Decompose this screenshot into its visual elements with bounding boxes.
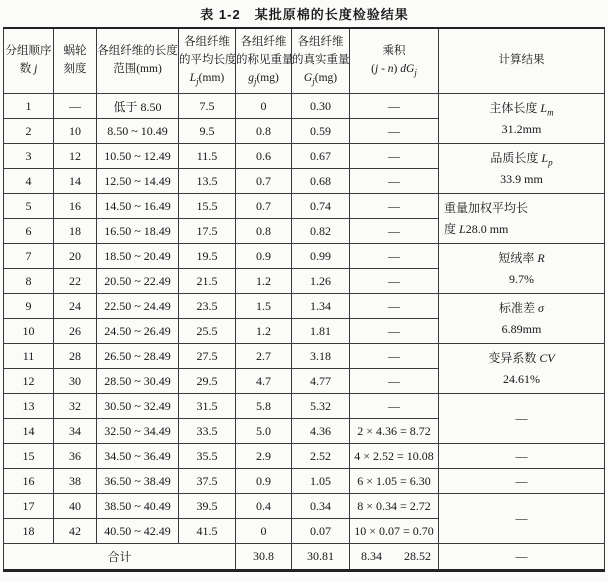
cell-length-range: 40.50 ~ 42.49 — [97, 519, 179, 544]
cell-worm-scale: 38 — [54, 469, 97, 494]
cell-avg-length: 39.5 — [179, 494, 236, 519]
text-run: 9.7% — [509, 271, 534, 286]
text-line — [439, 148, 604, 169]
cell-result — [439, 194, 605, 244]
cell-weighed-weight: 0 — [236, 519, 292, 544]
cell-avg-length: 35.5 — [179, 444, 236, 469]
text-run: 24.61% — [503, 371, 540, 386]
cell-worm-scale: 24 — [54, 294, 97, 319]
cell-true-weight: 0.99 — [292, 244, 350, 269]
cell-weighed-weight: 0 — [236, 94, 292, 119]
text-line — [236, 52, 294, 70]
cell-avg-length: 27.5 — [179, 344, 236, 369]
cell-worm-scale: 32 — [54, 394, 97, 419]
text-run: j — [375, 63, 379, 75]
cell-group-number: 7 — [4, 244, 54, 269]
cell-length-range: 26.50 ~ 28.49 — [97, 344, 179, 369]
text-run: (mg) — [256, 71, 279, 84]
cell-avg-length: 17.5 — [179, 219, 236, 244]
cell-worm-scale: 22 — [54, 269, 97, 294]
cell-worm-scale: 14 — [54, 169, 97, 194]
cell-weighed-weight: 1.2 — [236, 269, 292, 294]
text-line — [350, 61, 438, 79]
cell-product: — — [350, 219, 439, 244]
cell-weighed-weight: 1.5 — [236, 294, 292, 319]
total-true-weight: 30.81 — [292, 544, 350, 571]
header-row — [4, 28, 605, 94]
text-run: ( — [371, 63, 375, 75]
cell-weighed-weight: 0.8 — [236, 119, 292, 144]
cell-weighed-weight: 0.8 — [236, 219, 292, 244]
cell-length-range: 28.50 ~ 30.49 — [97, 369, 179, 394]
cell-product: — — [350, 94, 439, 119]
text-run: 变异系数 — [488, 350, 540, 365]
text-run: — — [515, 473, 528, 488]
text-run: 的平均长度 — [179, 54, 237, 67]
cell-weighed-weight: 5.0 — [236, 419, 292, 444]
cell-worm-scale: — — [54, 94, 97, 119]
cell-length-range: 18.50 ~ 20.49 — [97, 244, 179, 269]
text-run: L — [459, 221, 466, 236]
cell-product: 10 × 0.07 = 0.70 — [350, 519, 439, 544]
col-header-result — [439, 28, 605, 94]
cell-group-number: 15 — [4, 444, 54, 469]
cell-avg-length: 31.5 — [179, 394, 236, 419]
cell-avg-length: 9.5 — [179, 119, 236, 144]
text-run: — — [515, 411, 528, 425]
col-header-avg-length — [179, 28, 236, 94]
text-line — [439, 471, 604, 492]
text-run: j — [34, 63, 38, 75]
text-run: R — [537, 250, 545, 265]
cell-true-weight: 3.18 — [292, 344, 350, 369]
cell-group-number: 5 — [4, 194, 54, 219]
text-run: G — [303, 71, 313, 84]
cell-length-range: 14.50 ~ 16.49 — [97, 194, 179, 219]
cell-product: — — [350, 244, 439, 269]
cell-true-weight: 5.32 — [292, 394, 350, 419]
cell-length-range: 8.50 ~ 10.49 — [97, 119, 179, 144]
cell-group-number: 3 — [4, 144, 54, 169]
cell-length-range: 32.50 ~ 34.49 — [97, 419, 179, 444]
cell-worm-scale: 36 — [54, 444, 97, 469]
cell-avg-length: 7.5 — [179, 94, 236, 119]
text-run: 6.89mm — [501, 321, 542, 336]
text-run: 计算结果 — [498, 54, 545, 67]
cell-group-number: 1 — [4, 94, 54, 119]
cell-result — [439, 444, 605, 469]
text-line — [179, 70, 235, 88]
col-header-true-weight — [292, 28, 350, 94]
col-header-worm-scale — [54, 28, 97, 94]
cell-worm-scale: 18 — [54, 219, 97, 244]
table-row — [4, 494, 605, 519]
total-weighed-weight: 30.8 — [236, 544, 292, 571]
cell-group-number: 16 — [4, 469, 54, 494]
text-run: 各组纤维 — [240, 36, 287, 49]
cell-product: — — [350, 269, 439, 294]
text-run: g — [248, 71, 254, 84]
cell-true-weight: 0.67 — [292, 144, 350, 169]
cell-length-range: 20.50 ~ 22.49 — [97, 269, 179, 294]
cell-result — [439, 494, 605, 544]
cell-worm-scale: 34 — [54, 419, 97, 444]
text-line — [439, 319, 604, 340]
cell-worm-scale: 30 — [54, 369, 97, 394]
cell-true-weight: 0.74 — [292, 194, 350, 219]
text-line — [444, 219, 604, 240]
text-run: 各组纤维 — [184, 36, 230, 49]
text-run: — — [515, 448, 528, 463]
cell-weighed-weight: 2.7 — [236, 344, 292, 369]
cell-result — [439, 344, 605, 394]
text-line — [4, 43, 53, 61]
text-run: 分组顺序 — [5, 45, 52, 58]
cell-worm-scale: 40 — [54, 494, 97, 519]
table-row — [4, 469, 605, 494]
text-line — [292, 34, 349, 52]
cell-group-number: 13 — [4, 394, 54, 419]
text-line — [444, 198, 604, 219]
table-title: 表 1-2 某批原棉的长度检验结果 — [200, 7, 409, 22]
table-row — [4, 244, 605, 269]
cell-product: — — [350, 194, 439, 219]
cell-length-range: 22.50 ~ 24.49 — [97, 294, 179, 319]
cell-avg-length: 29.5 — [179, 369, 236, 394]
col-header-product — [350, 28, 439, 94]
cell-length-range: 38.50 ~ 40.49 — [97, 494, 179, 519]
text-run: L — [189, 71, 197, 84]
text-run: 31.2mm — [501, 121, 542, 136]
cotton-length-test-table — [3, 27, 605, 572]
text-run: 的真实重量 — [292, 54, 350, 67]
cell-avg-length: 33.5 — [179, 419, 236, 444]
cell-weighed-weight: 5.8 — [236, 394, 292, 419]
cell-group-number: 10 — [4, 319, 54, 344]
text-line — [439, 52, 604, 70]
cell-weighed-weight: 0.9 — [236, 244, 292, 269]
cell-true-weight: 1.26 — [292, 269, 350, 294]
cell-product: 4 × 2.52 = 10.08 — [350, 444, 439, 469]
table-header — [4, 28, 605, 94]
text-run: n — [387, 63, 394, 75]
text-line — [292, 52, 349, 70]
col-header-weighed-weight — [236, 28, 292, 94]
text-run: G — [406, 63, 415, 75]
cell-product: — — [350, 344, 439, 369]
cell-weighed-weight: 0.4 — [236, 494, 292, 519]
table-body — [4, 94, 605, 571]
text-run: - — [378, 63, 388, 75]
text-run: (mm) — [198, 71, 225, 84]
cell-true-weight: 0.30 — [292, 94, 350, 119]
cell-weighed-weight: 0.7 — [236, 169, 292, 194]
table-row — [4, 344, 605, 369]
cell-result — [439, 94, 605, 144]
cell-group-number: 17 — [4, 494, 54, 519]
text-run: 品质长度 — [490, 150, 542, 165]
text-line — [179, 52, 235, 70]
text-run: j — [312, 76, 315, 87]
cell-length-range: 30.50 ~ 32.49 — [97, 394, 179, 419]
text-run: 8.34 — [361, 549, 382, 563]
cell-result — [439, 394, 605, 444]
text-line — [439, 446, 604, 467]
cell-length-range: 24.50 ~ 26.49 — [97, 319, 179, 344]
cell-product: — — [350, 119, 439, 144]
text-line — [54, 61, 96, 79]
text-line — [439, 369, 604, 390]
text-line — [439, 169, 604, 190]
cell-group-number: 11 — [4, 344, 54, 369]
cell-length-range: 12.50 ~ 14.49 — [97, 169, 179, 194]
text-line — [439, 298, 604, 319]
text-line — [179, 34, 235, 52]
text-run: 数 — [19, 63, 35, 75]
text-line — [97, 43, 178, 61]
cell-result — [439, 244, 605, 294]
cell-weighed-weight: 4.7 — [236, 369, 292, 394]
total-result: — — [439, 544, 605, 571]
text-line — [54, 43, 96, 61]
cell-weighed-weight: 0.6 — [236, 144, 292, 169]
text-run: 28.0 mm — [465, 221, 509, 236]
text-run: — — [515, 511, 528, 525]
cell-avg-length: 11.5 — [179, 144, 236, 169]
cell-true-weight: 0.07 — [292, 519, 350, 544]
cell-true-weight: 1.81 — [292, 319, 350, 344]
text-line — [350, 43, 438, 61]
text-run: 主体长度 — [489, 100, 541, 115]
text-line — [236, 34, 291, 52]
text-run: 乘积 — [382, 45, 406, 58]
cell-avg-length: 23.5 — [179, 294, 236, 319]
table-row — [4, 294, 605, 319]
text-run: d — [400, 63, 407, 75]
table-row — [4, 444, 605, 469]
text-line — [439, 248, 604, 269]
total-row — [4, 544, 605, 571]
text-line — [292, 70, 349, 88]
text-run: p — [548, 156, 553, 167]
cell-avg-length: 37.5 — [179, 469, 236, 494]
cell-group-number: 14 — [4, 419, 54, 444]
cell-group-number: 12 — [4, 369, 54, 394]
cell-worm-scale: 20 — [54, 244, 97, 269]
cell-avg-length: 15.5 — [179, 194, 236, 219]
cell-worm-scale: 16 — [54, 194, 97, 219]
table-row — [4, 144, 605, 169]
col-header-group-number — [4, 28, 54, 94]
text-run: CV — [539, 350, 555, 365]
cell-product: 8 × 0.34 = 2.72 — [350, 494, 439, 519]
cell-product: — — [350, 369, 439, 394]
cell-avg-length: 13.5 — [179, 169, 236, 194]
text-line — [97, 61, 178, 79]
cell-product: — — [350, 294, 439, 319]
text-run: 28.52 — [404, 549, 431, 563]
total-label: 合计 — [4, 544, 236, 571]
text-run: j — [253, 76, 257, 87]
cell-avg-length: 41.5 — [179, 519, 236, 544]
text-line — [236, 70, 291, 88]
table-row — [4, 94, 605, 119]
cell-product: 2 × 4.36 = 8.72 — [350, 419, 439, 444]
text-run: 标准差 — [499, 300, 539, 315]
table-row — [4, 194, 605, 219]
text-run: m — [547, 106, 554, 117]
text-run: (mg) — [314, 71, 338, 84]
text-line — [439, 269, 604, 290]
cell-avg-length: 19.5 — [179, 244, 236, 269]
cell-worm-scale: 12 — [54, 144, 97, 169]
cell-product: — — [350, 319, 439, 344]
text-line — [439, 119, 604, 140]
cell-weighed-weight: 0.9 — [236, 469, 292, 494]
text-line — [439, 348, 604, 369]
cell-group-number: 8 — [4, 269, 54, 294]
text-run: 度 — [444, 221, 460, 236]
cell-true-weight: 0.68 — [292, 169, 350, 194]
cell-worm-scale: 28 — [54, 344, 97, 369]
text-run: 各组纤维的长度 — [97, 45, 178, 58]
text-run: L — [540, 100, 548, 115]
cell-true-weight: 4.77 — [292, 369, 350, 394]
cell-weighed-weight: 1.2 — [236, 319, 292, 344]
cell-result — [439, 294, 605, 344]
cell-worm-scale: 10 — [54, 119, 97, 144]
cell-worm-scale: 42 — [54, 519, 97, 544]
cell-true-weight: 1.05 — [292, 469, 350, 494]
cell-product: — — [350, 169, 439, 194]
cell-group-number: 18 — [4, 519, 54, 544]
cell-true-weight: 4.36 — [292, 419, 350, 444]
table-row — [4, 394, 605, 419]
cell-worm-scale: 26 — [54, 319, 97, 344]
text-run: σ — [538, 300, 544, 315]
text-run: ) — [393, 63, 401, 75]
cell-group-number: 9 — [4, 294, 54, 319]
cell-length-range: 16.50 ~ 18.49 — [97, 219, 179, 244]
cell-result — [439, 144, 605, 194]
cell-result — [439, 469, 605, 494]
cell-group-number: 4 — [4, 169, 54, 194]
text-line — [439, 508, 604, 529]
cell-length-range: 36.50 ~ 38.49 — [97, 469, 179, 494]
col-header-length-range — [97, 28, 179, 94]
text-run: 重量加权平均长 — [444, 200, 529, 215]
cell-length-range: 低于 8.50 — [97, 94, 179, 119]
text-run: 的称见重量 — [236, 54, 294, 67]
cell-true-weight: 2.52 — [292, 444, 350, 469]
text-run: 各组纤维 — [297, 36, 344, 49]
cell-weighed-weight: 2.9 — [236, 444, 292, 469]
cell-group-number: 2 — [4, 119, 54, 144]
cell-weighed-weight: 0.7 — [236, 194, 292, 219]
cell-true-weight: 0.82 — [292, 219, 350, 244]
text-run: 刻度 — [63, 63, 87, 75]
cell-avg-length: 25.5 — [179, 319, 236, 344]
text-line — [439, 98, 604, 119]
text-run: 33.9 mm — [500, 171, 543, 186]
cell-true-weight: 0.34 — [292, 494, 350, 519]
cell-product: — — [350, 394, 439, 419]
cell-length-range: 34.50 ~ 36.49 — [97, 444, 179, 469]
cell-avg-length: 21.5 — [179, 269, 236, 294]
text-line — [439, 408, 604, 429]
text-run: L — [541, 150, 549, 165]
total-product — [350, 544, 439, 571]
cell-product: — — [350, 144, 439, 169]
cell-true-weight: 1.34 — [292, 294, 350, 319]
cell-true-weight: 0.59 — [292, 119, 350, 144]
text-line — [4, 61, 53, 79]
text-run: 范围(mm) — [113, 63, 162, 75]
text-run: 蜗轮 — [63, 45, 87, 58]
cell-group-number: 6 — [4, 219, 54, 244]
text-run: j — [414, 67, 417, 78]
text-run: j — [196, 76, 199, 87]
cell-product: 6 × 1.05 = 6.30 — [350, 469, 439, 494]
cell-length-range: 10.50 ~ 12.49 — [97, 144, 179, 169]
text-run: 短绒率 — [498, 250, 538, 265]
